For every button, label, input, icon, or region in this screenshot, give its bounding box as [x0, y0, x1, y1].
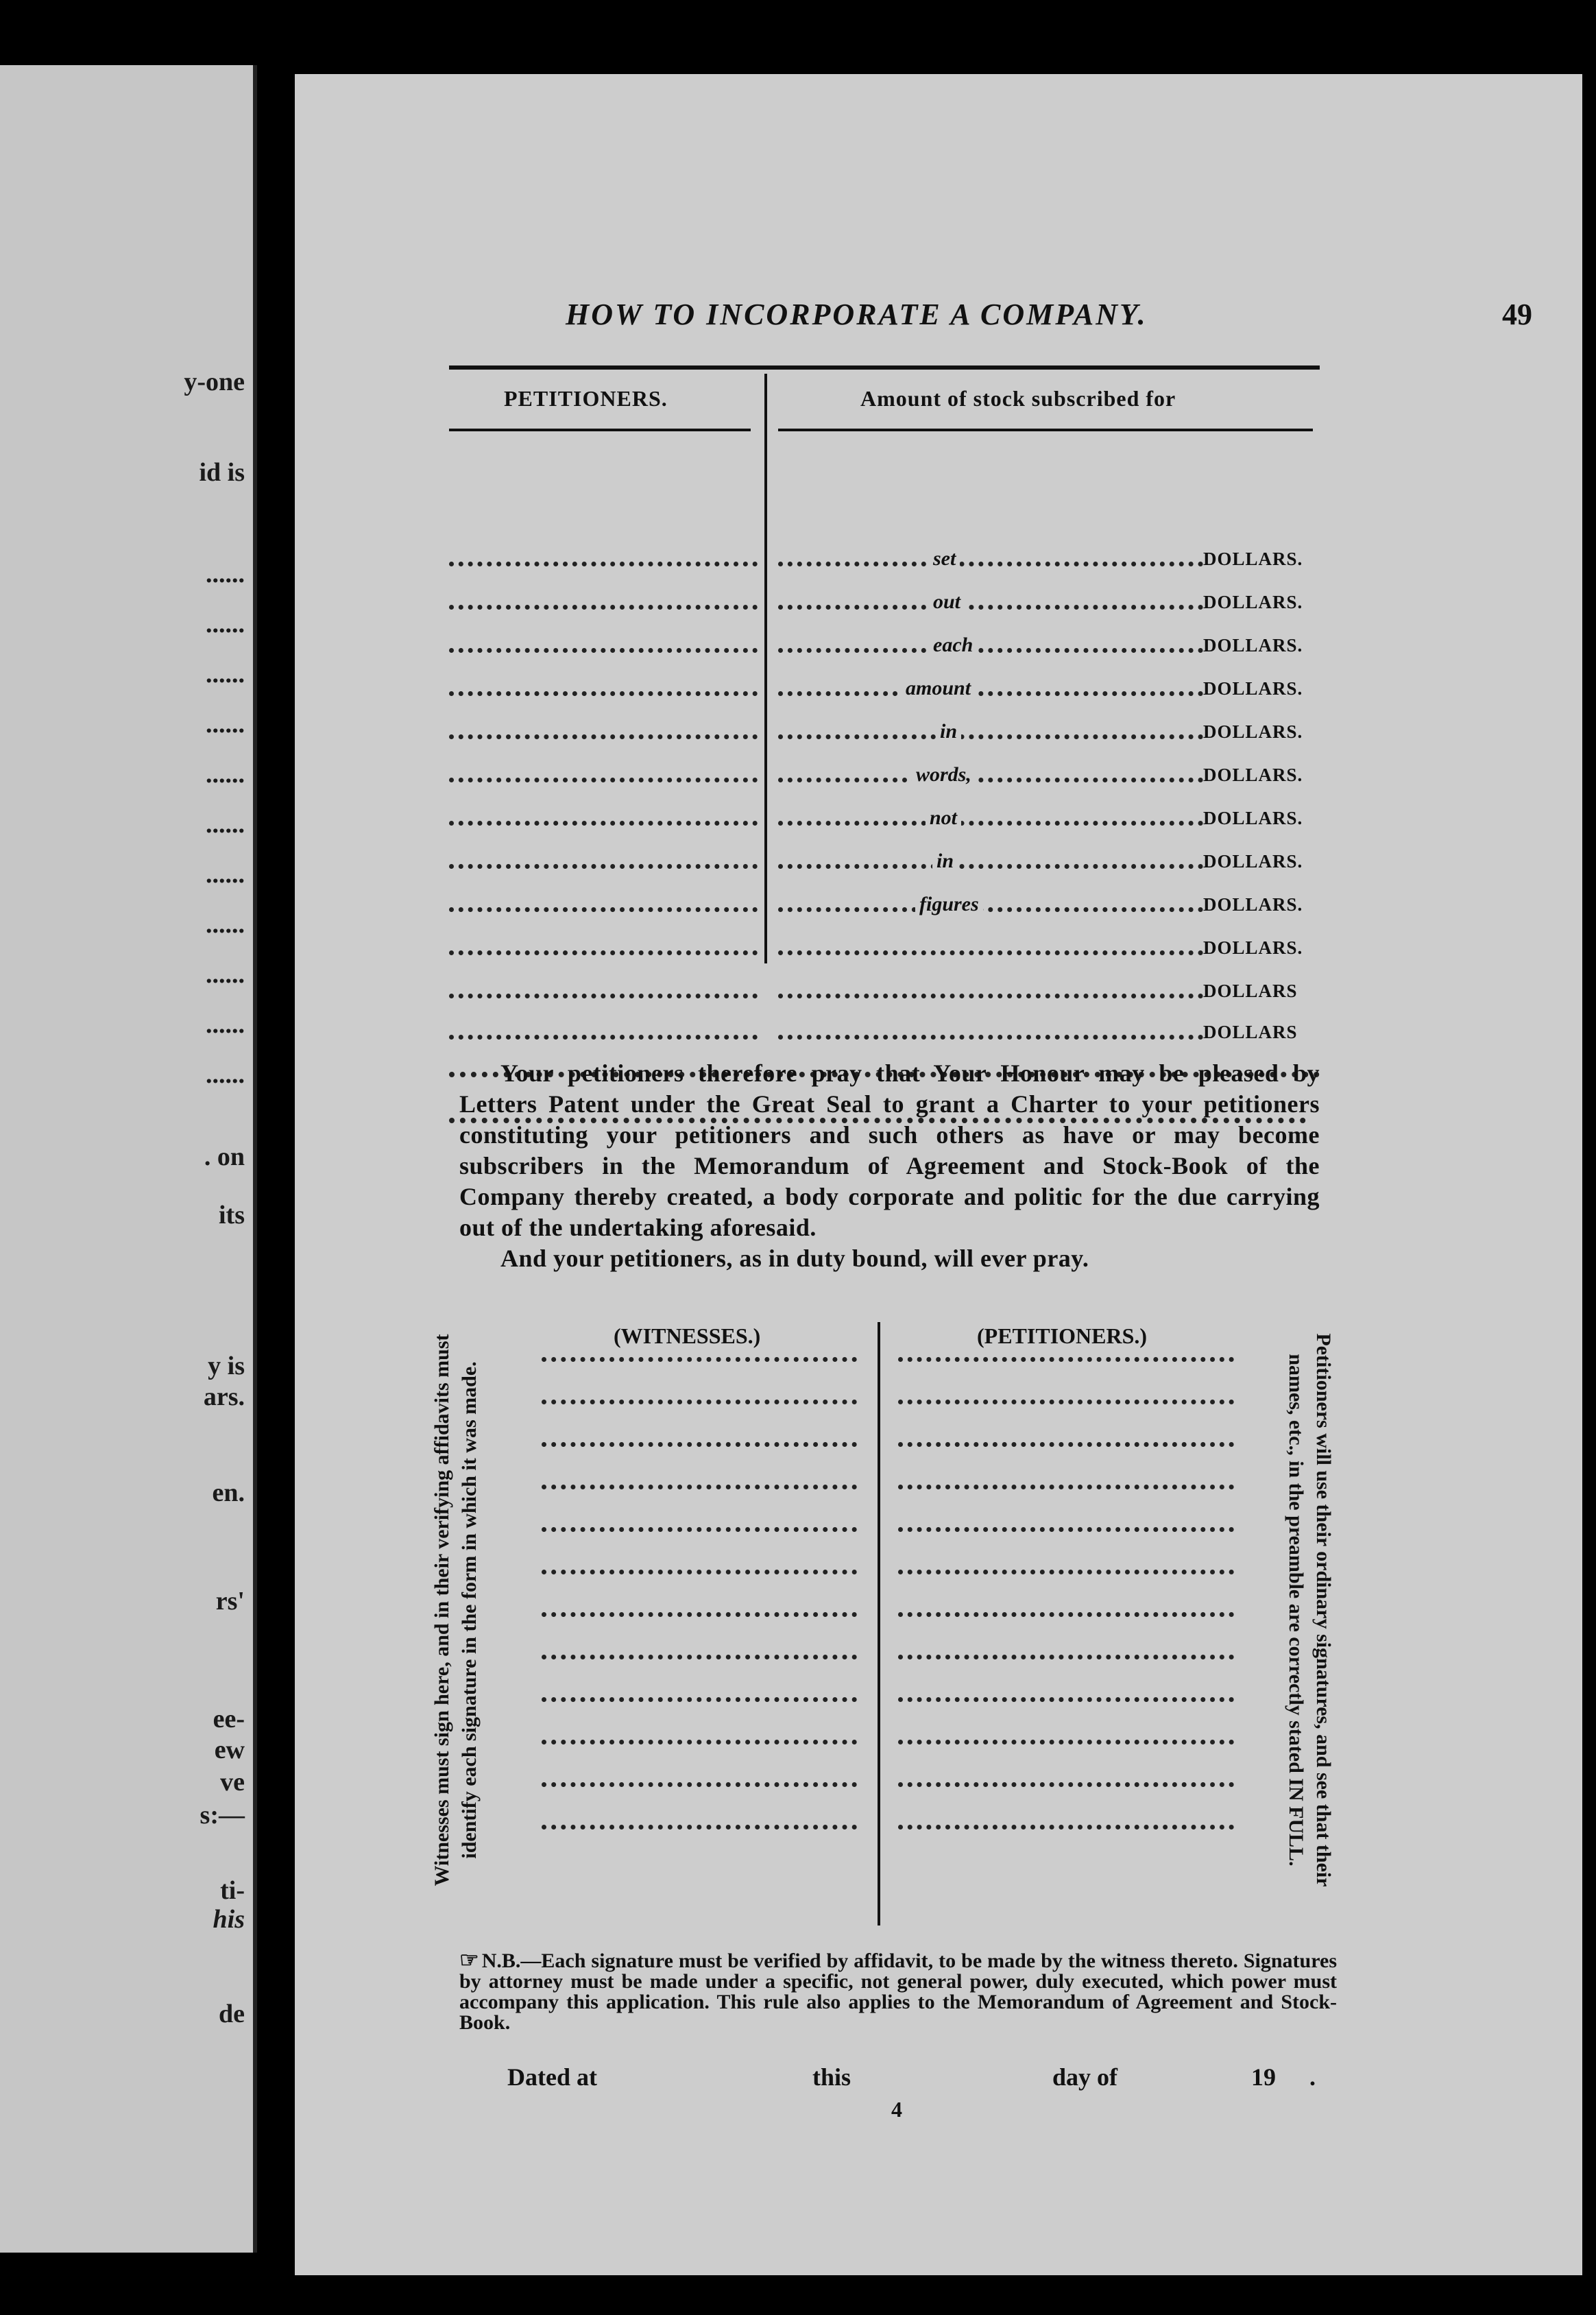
- table-row: [449, 850, 1320, 877]
- left-fragment: en.: [212, 1478, 245, 1507]
- petitioner-signature-line: [898, 1520, 1234, 1532]
- witness-margin-note: [428, 1302, 524, 1919]
- instruction-word: amount: [902, 677, 975, 700]
- table-row: [449, 936, 1320, 963]
- left-fragment: ......: [206, 660, 245, 688]
- unit-label: DOLLARS.: [1203, 765, 1303, 785]
- witness-signature-line: [542, 1817, 857, 1830]
- prayer-closing: And your petitioners, as in duty bound, will ever pray.: [500, 1245, 1089, 1272]
- page-number: 49: [1502, 298, 1532, 331]
- petitioner-signature-line: [898, 1775, 1234, 1787]
- petitioner-blank: [449, 682, 758, 696]
- unit-label: DOLLARS.: [1203, 592, 1303, 612]
- petitioner-blank: [449, 812, 758, 826]
- petitioner-margin-note: [1248, 1302, 1337, 1919]
- petitioner-signature-line: [898, 1690, 1234, 1702]
- left-fragment: ......: [206, 610, 245, 638]
- petitioner-blank: [449, 1026, 758, 1040]
- left-fragment: ars.: [203, 1382, 245, 1411]
- witness-margin-text: Witnesses must sign here, and in their verifying affidavits must identify each signature in the form in which it was made.: [431, 1334, 481, 1886]
- amount-blank: [778, 596, 1203, 610]
- nota-bene: [459, 1947, 1338, 2034]
- left-fragment: de: [219, 2000, 245, 2028]
- table-row: [449, 720, 1320, 747]
- table-top-rule: [449, 365, 1320, 370]
- table-row: [449, 547, 1320, 575]
- witness-signature-line: [542, 1520, 857, 1532]
- left-fragment: ti-: [220, 1876, 245, 1905]
- left-fragment: rs': [215, 1587, 245, 1616]
- instruction-word: each: [929, 634, 977, 657]
- petitioner-signature-line: [898, 1477, 1234, 1489]
- witness-signature-line: [542, 1605, 857, 1617]
- left-fragment: its: [219, 1201, 245, 1230]
- dated-line: [507, 2063, 1330, 2097]
- left-fragment: ee-: [213, 1705, 245, 1734]
- prayer-paragraph: Your petitioners therefore pray that Your Honour may be pleased by Letters Patent under the Great Seal to grant a Charter to your petitioners constituting your petitioners and such others as have or may become subscribers in the Memorandum of Agreement and Stock-Book of the Company thereby created, a body corporate and politic for the due carrying out of the undertaking aforesaid.: [459, 1059, 1320, 1241]
- table-row: [449, 1020, 1320, 1048]
- instruction-word: not: [926, 806, 961, 830]
- instruction-word: set: [929, 547, 960, 571]
- amount-blank: [778, 682, 1203, 696]
- header-rule-right: [778, 429, 1313, 431]
- column-header-amount: Amount of stock subscribed for: [860, 386, 1176, 411]
- table-row: [449, 677, 1320, 704]
- left-fragment: ......: [206, 560, 245, 588]
- petitioner-blank: [449, 985, 758, 998]
- unit-label: DOLLARS.: [1203, 808, 1303, 828]
- petitioner-signature-line: [898, 1350, 1234, 1362]
- petitioner-signature-line: [898, 1817, 1234, 1830]
- left-fragment: ve: [220, 1768, 245, 1797]
- amount-blank: [778, 898, 1203, 912]
- left-fragment: s:—: [200, 1801, 245, 1830]
- unit-label: DOLLARS.: [1203, 678, 1303, 699]
- witness-signature-line: [542, 1732, 857, 1744]
- petitioner-blank: [449, 769, 758, 782]
- left-fragment: ......: [206, 910, 245, 939]
- left-fragment: ......: [206, 810, 245, 839]
- amount-blank: [778, 639, 1203, 653]
- instruction-word: words,: [912, 763, 976, 787]
- petitioners-heading: (PETITIONERS.): [977, 1323, 1148, 1348]
- unit-label: DOLLARS: [1203, 981, 1298, 1001]
- amount-blank: [778, 855, 1203, 869]
- left-fragment: ......: [206, 710, 245, 739]
- main-page: [295, 74, 1582, 2275]
- left-fragment: ......: [206, 1010, 245, 1039]
- left-fragment: ......: [206, 760, 245, 789]
- petitioner-blank: [449, 553, 758, 566]
- petitioner-signature-line: [898, 1562, 1234, 1574]
- table-row: [449, 893, 1320, 920]
- amount-blank: [778, 769, 1203, 782]
- witnesses-heading: (WITNESSES.): [614, 1323, 761, 1348]
- running-title: HOW TO INCORPORATE A COMPANY.: [566, 298, 1148, 331]
- instruction-word: out: [929, 590, 965, 614]
- left-fragment: ......: [206, 860, 245, 889]
- petitioner-signature-line: [898, 1605, 1234, 1617]
- this-label: this: [812, 2063, 851, 2091]
- left-fragment: y-one: [184, 368, 245, 396]
- unit-label: DOLLARS.: [1203, 894, 1303, 915]
- left-fragment: ew: [214, 1736, 245, 1764]
- day-of-label: day of: [1052, 2063, 1118, 2091]
- witness-signature-line: [542, 1350, 857, 1362]
- signature-column-divider: [878, 1322, 880, 1926]
- petitioner-signature-line: [898, 1435, 1234, 1447]
- petitioner-blank: [449, 898, 758, 912]
- left-fragment: ......: [206, 960, 245, 989]
- witness-signature-line: [542, 1435, 857, 1447]
- prayer-text: [459, 1058, 1320, 1274]
- printer-signature-mark: 4: [891, 2097, 902, 2122]
- table-row: [449, 590, 1320, 618]
- petitioner-blank: [449, 596, 758, 610]
- petitioner-blank: [449, 855, 758, 869]
- left-fragment: y is: [208, 1352, 245, 1380]
- petitioner-blank: [449, 941, 758, 955]
- left-fragment: . on: [204, 1142, 245, 1171]
- petitioner-blank: [449, 725, 758, 739]
- witness-signature-line: [542, 1392, 857, 1404]
- amount-blank: [778, 725, 1203, 739]
- nota-bene-text: N.B.—Each signature must be verified by affidavit, to be made by the witness thereto. Signatures by attorney must be made under a specific, not general power, duly executed, which power must accompany this application. This rule also applies to the Memorandum of Agreement and Stock-Book.: [459, 1950, 1338, 2034]
- dated-at-label: Dated at: [507, 2063, 597, 2091]
- amount-blank: [778, 1026, 1203, 1040]
- witness-signature-line: [542, 1647, 857, 1659]
- witness-signature-line: [542, 1690, 857, 1702]
- petitioner-signature-line: [898, 1732, 1234, 1744]
- table-row: [449, 806, 1320, 834]
- closing-period: .: [1309, 2063, 1316, 2091]
- instruction-word: figures: [915, 893, 983, 916]
- table-row: [449, 634, 1320, 661]
- amount-blank: [778, 941, 1203, 955]
- year-label: 19: [1251, 2063, 1276, 2091]
- pointing-hand-icon: ☞: [459, 1947, 476, 1972]
- amount-blank: [778, 553, 1203, 566]
- left-page-fragment: [0, 65, 257, 2253]
- unit-label: DOLLARS: [1203, 1022, 1298, 1042]
- instruction-word: in: [936, 720, 961, 743]
- running-head: [566, 297, 1532, 338]
- left-fragment: id is: [199, 458, 245, 487]
- unit-label: DOLLARS.: [1203, 937, 1303, 958]
- column-header-petitioners: PETITIONERS.: [504, 386, 668, 411]
- witness-signature-line: [542, 1775, 857, 1787]
- table-row: [449, 979, 1320, 1007]
- header-rule-left: [449, 429, 751, 431]
- witness-signature-line: [542, 1477, 857, 1489]
- left-fragment: his: [213, 1905, 245, 1934]
- petitioner-signature-line: [898, 1647, 1234, 1659]
- petitioner-margin-text: Petitioners will use their ordinary signatures, and see that their names, etc., in the preamble are correctly stated IN FULL.: [1285, 1333, 1335, 1887]
- unit-label: DOLLARS.: [1203, 721, 1303, 742]
- petitioner-blank: [449, 639, 758, 653]
- amount-blank: [778, 985, 1203, 998]
- table-row: [449, 763, 1320, 791]
- instruction-word: in: [932, 850, 958, 873]
- amount-blank: [778, 812, 1203, 826]
- unit-label: DOLLARS.: [1203, 851, 1303, 872]
- signature-block: [431, 1295, 1335, 1953]
- left-fragment: ......: [206, 1060, 245, 1089]
- unit-label: DOLLARS.: [1203, 635, 1303, 656]
- stock-subscription-table: [449, 365, 1320, 1058]
- petitioner-signature-line: [898, 1392, 1234, 1404]
- witness-signature-line: [542, 1562, 857, 1574]
- unit-label: DOLLARS.: [1203, 549, 1303, 569]
